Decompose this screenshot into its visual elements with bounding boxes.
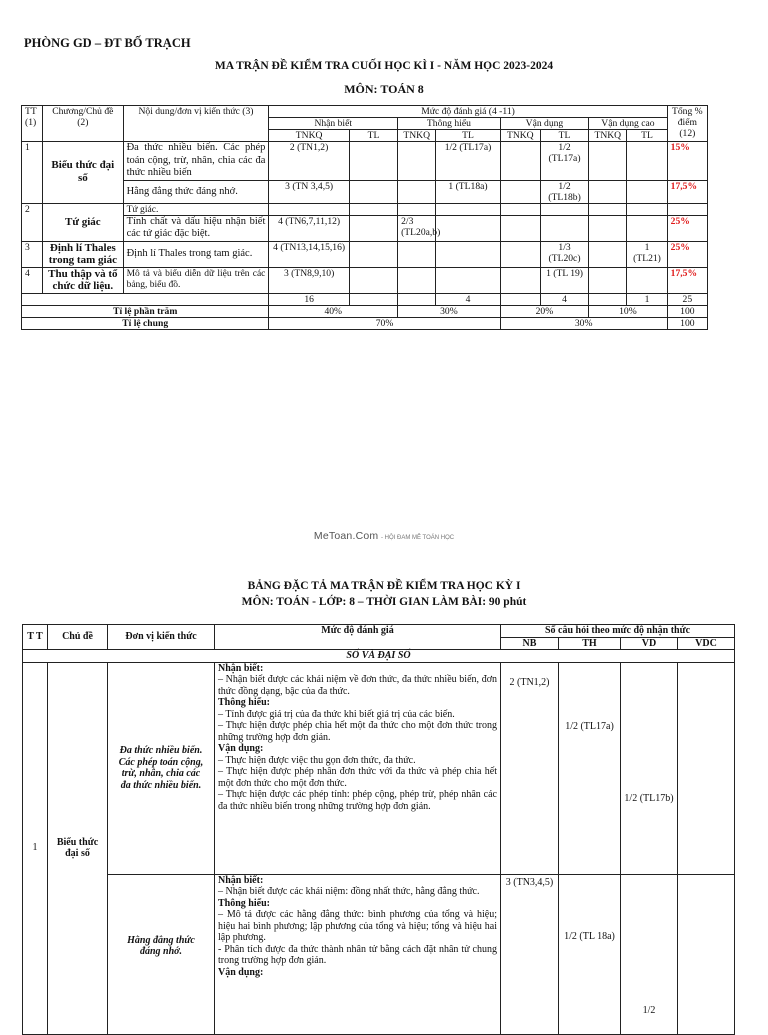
watermark-sub: - HỘI ĐAM MÊ TOÁN HỌC [380,535,455,541]
watermark [0,530,768,542]
spec-row [23,662,735,874]
desc-line: – Mô tả được các hằng đẳng thức: bình phương của tổng và hiệu; hiệu hai bình phương; lập phương của tổng và hiệu; tổng và hiệu hai lập phương. [218,909,497,943]
row-tt: 4 [22,267,43,293]
cell-nb-tnkq: 3 (TN8,9,10) [269,267,349,293]
desc-heading: Nhận biết: [218,662,264,674]
cell-vd-tl: 1/2 (TL17a) [540,142,588,181]
spec-th-value: 1/2 (TL 18a) [559,874,621,1034]
cell-percent: 25% [667,241,707,267]
spec-table [22,624,735,1035]
general-row [22,317,708,329]
section-title: SỐ VÀ ĐẠI SỐ [23,650,735,663]
row-content: Tứ giác. [123,203,269,215]
spec-header-row [23,625,735,638]
spec-nb-value: 3 (TN3,4,5) [501,874,559,1034]
cell-percent: 15% [667,142,707,181]
general-b: 30% [500,317,667,329]
spec-h-nb: NB [501,637,559,650]
cell-nb-tnkq: 4 (TN6,7,11,12) [269,215,349,241]
spec-desc-1 [215,662,501,874]
desc-line: – Tính được giá trị của đa thức khi biết giá trị của các biến. [218,708,455,720]
spec-h-tt: T T [23,625,48,650]
spec-subject: MÔN: TOÁN - LỚP: 8 – THỜI GIAN LÀM BÀI: 90 phút [241,596,527,608]
desc-line: – Thực hiện được việc thu gọn đơn thức, đa thức. [218,754,416,766]
cell-nb-tnkq: 3 (TN 3,4,5) [269,180,349,203]
total-vdc: 1 [627,293,667,305]
watermark-main: MeToan.Com [313,530,379,542]
spec-h-count: Số câu hỏi theo mức độ nhận thức [501,625,735,638]
desc-line: – Thực hiện được các phép tính: phép cộng, phép trừ, phép nhân các đa thức nhiều biến trong những trường hợp đơn giản. [218,789,497,812]
spec-h-vd: VD [621,637,678,650]
section-row [23,650,735,663]
type-tl: TL [436,130,500,142]
header-chapter: Chương/Chủ đề (2) [43,106,123,142]
cell-vd-tl: 1/3 (TL20c) [540,241,588,267]
type-tl: TL [349,130,397,142]
row-tt: 2 [22,203,43,241]
cell-percent: 17,5% [667,267,707,293]
ratio-nb: 40% [269,305,398,317]
general-a: 70% [269,317,500,329]
cell-nb-tnkq: 4 (TN13,14,15,16) [269,241,349,267]
header-tt: TT (1) [22,106,43,142]
desc-heading: Thông hiểu: [218,697,270,708]
assessment-matrix-table [21,105,708,330]
row-chapter: Biểu thức đại số [43,142,123,204]
row-content: Mô tả và biểu diễn dữ liệu trên các bảng, biểu đồ. [123,267,269,293]
ratio-sum: 100 [667,305,707,317]
row-chapter: Tứ giác [43,203,123,241]
spec-title: BẢNG ĐẶC TẢ MA TRẬN ĐỀ KIỂM TRA HỌC KỲ I [247,580,521,592]
cell-th-tl: 1/2 (TL17a) [436,142,500,181]
type-tnkq: TNKQ [269,130,349,142]
row-tt: 1 [22,142,43,204]
row-chapter: Định lí Thales trong tam giác [43,241,123,267]
total-vd: 4 [540,293,588,305]
desc-heading: Vận dụng: [218,743,264,754]
table-row [22,215,708,241]
type-tl: TL [540,130,588,142]
table-row [22,142,708,181]
level-vd: Vận dụng [500,118,588,130]
type-tl: TL [627,130,667,142]
row-tt: 3 [22,241,43,267]
matrix-subject: MÔN: TOÁN 8 [344,82,424,96]
row-content: Định lí Thales trong tam giác. [123,241,269,267]
header-assessment-level: Mức độ đánh giá (4 -11) [269,106,667,118]
spec-h-topic: Chủ đề [48,625,108,650]
desc-heading: Thông hiểu: [218,897,270,909]
table-row [22,180,708,203]
total-th: 4 [436,293,500,305]
spec-vd-value: 1/2 [621,874,678,1034]
cell-vd-tl: 1 (TL 19) [540,267,588,293]
cell-vd-tl: 1/2 (TL18b) [540,180,588,203]
spec-row-topic: Biểu thức đại số [48,662,108,1034]
desc-heading: Nhận biết: [218,874,264,886]
spec-nb-value: 2 (TN1,2) [501,662,559,874]
level-vdc: Vận dụng cao [589,118,668,130]
header-total: Tổng % điểm (12) [667,106,707,142]
total-nb: 16 [269,293,349,305]
cell-percent: 17,5% [667,180,707,203]
general-label: Tỉ lệ chung [22,317,269,329]
ratio-label: Tỉ lệ phần trăm [22,305,269,317]
header-content: Nội dung/đơn vị kiến thức (3) [123,106,269,142]
spec-h-vdc: VDC [678,637,735,650]
table-row [22,203,708,215]
level-nb: Nhận biết [269,118,398,130]
org-name: PHÒNG GD – ĐT BỐ TRẠCH [24,36,191,50]
general-sum: 100 [667,317,707,329]
type-tnkq: TNKQ [500,130,540,142]
desc-line: – Thực hiện được phép chia hết một đa thức cho một đơn thức trong những trường hợp đơn giản. [218,720,497,743]
table-row [22,241,708,267]
cell-th-tnkq: 2/3 (TL20a,b) [398,215,436,241]
total-sum: 25 [667,293,707,305]
spec-unit-1: Đa thức nhiều biến. Các phép toán cộng, trừ, nhân, chia các đa thức nhiều biến. [108,662,215,874]
desc-line: – Thực hiện được phép nhân đơn thức với đa thức và phép chia hết một đơn thức cho một đơn thức. [218,766,497,789]
type-tnkq: TNKQ [398,130,436,142]
cell-percent: 25% [667,215,707,241]
ratio-vdc: 10% [589,305,668,317]
desc-line: - Phân tích được đa thức thành nhân tử bằng cách đặt nhân tử chung trong trường hợp đơn giản. [218,943,497,966]
cell-th-tl: 1 (TL18a) [436,180,500,203]
row-content: Tính chất và dấu hiệu nhận biết các tứ giác đặc biệt. [123,215,269,241]
spec-th-value: 1/2 (TL17a) [559,662,621,874]
spec-h-unit: Đơn vị kiến thức [108,625,215,650]
spec-unit-2: Hằng đẳng thức đáng nhớ. [108,874,215,1034]
ratio-th: 30% [398,305,501,317]
row-content: Đa thức nhiều biến. Các phép toán cộng, trừ, nhân, chia các đa thức nhiều biến [123,142,269,181]
spec-h-th: TH [559,637,621,650]
desc-line: – Nhận biết được các khái niệm về đơn thức, đa thức nhiều biến, đơn thức đồng dạng, bậc của đa thức. [218,674,497,697]
spec-vd-value: 1/2 (TL17b) [621,662,678,874]
totals-row [22,293,708,305]
header-row [22,106,708,118]
spec-row-tt: 1 [23,662,48,1034]
desc-heading: Vận dụng: [218,966,264,978]
spec-h-level: Mức độ đánh giá [215,625,501,650]
ratio-row [22,305,708,317]
ratio-vd: 20% [500,305,588,317]
table-row [22,267,708,293]
cell-vdc-tl: 1 (TL21) [627,241,667,267]
matrix-title: MA TRẬN ĐỀ KIỂM TRA CUỐI HỌC KÌ I - NĂM HỌC 2023-2024 [214,60,554,72]
spec-row [23,874,735,1034]
cell-nb-tnkq: 2 (TN1,2) [269,142,349,181]
level-th: Thông hiểu [398,118,501,130]
desc-line: – Nhận biết được các khái niệm: đồng nhất thức, hằng đẳng thức. [218,886,480,897]
row-content: Hằng đẳng thức đáng nhớ. [123,180,269,203]
spec-desc-2 [215,874,501,1034]
row-chapter: Thu thập và tổ chức dữ liệu. [43,267,123,293]
type-tnkq: TNKQ [589,130,627,142]
